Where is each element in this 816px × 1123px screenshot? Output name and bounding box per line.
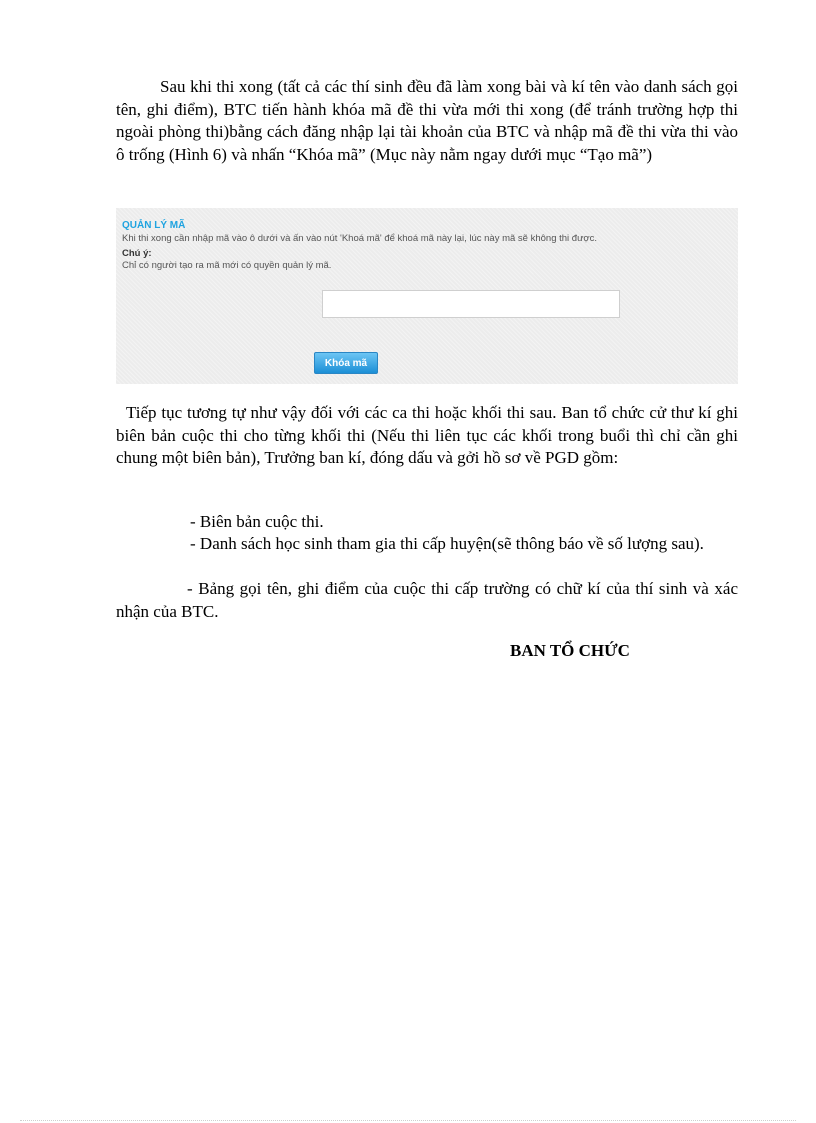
panel-title: QUẢN LÝ MÃ (122, 220, 186, 231)
lock-code-button[interactable]: Khóa mã (314, 352, 378, 374)
note-label: Chú ý: (122, 248, 152, 259)
list-item: - Danh sách học sinh tham gia thi cấp huyện(sẽ thông báo về số lượng sau). (190, 534, 704, 553)
list-item: - Biên bản cuộc thi. (190, 512, 324, 531)
panel-description: Khi thi xong cần nhập mã vào ô dưới và ấn vào nút 'Khoá mã' để khoá mã này lại, lúc này mã sẽ không thi được. (122, 233, 598, 244)
note-text: Chỉ có người tạo ra mã mới có quyền quản lý mã. (122, 260, 332, 271)
list-item: - Bảng gọi tên, ghi điểm của cuộc thi cấp trường có chữ kí của thí sinh và xác nhận của BTC. (116, 579, 738, 621)
paragraph-continue: Tiếp tục tương tự như vậy đối với các ca thi hoặc khối thi sau. Ban tổ chức cử thư kí ghi biên bản cuộc thi cho từng khối thi (Nếu thi liên tục các khối trong buổi thì chỉ cần ghi chung một biên bản), Trưởng ban kí, đóng dấu và gởi hồ sơ về PGD gồm: (116, 403, 738, 467)
signature-block: BAN TỔ CHỨC (510, 641, 630, 660)
code-input[interactable] (322, 290, 620, 318)
paragraph-intro: Sau khi thi xong (tất cả các thí sinh đều đã làm xong bài và kí tên vào danh sách gọi tên, ghi điểm), BTC tiến hành khóa mã đề thi vừa mới thi xong (để tránh trường hợp thi ngoài phòng thi)bằng cách đăng nhập lại tài khoản của BTC và nhập mã đề thi vừa thi vào ô trống (Hình 6) và nhấn “Khóa mã” (Mục này nằm ngay dưới mục “Tạo mã”) (116, 77, 738, 164)
page-bottom-rule (20, 1120, 796, 1121)
figure-code-management-screenshot (116, 208, 738, 384)
